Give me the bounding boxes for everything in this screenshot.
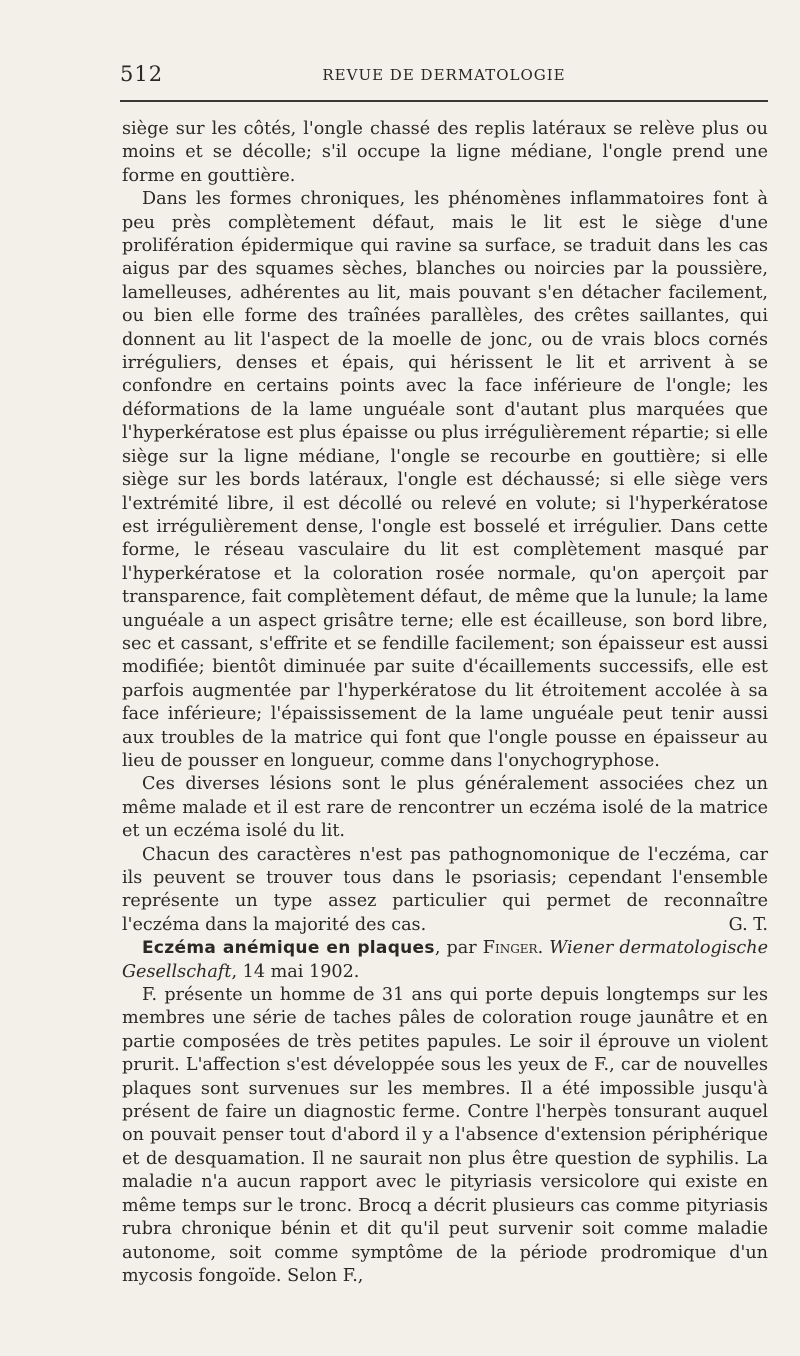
- running-title: REVUE DE DERMATOLOGIE: [322, 66, 566, 84]
- page-number: 512: [120, 62, 164, 86]
- article-by: , par: [434, 938, 483, 959]
- article-date: , 14 mai 1902.: [231, 961, 360, 982]
- header-rule: [120, 100, 768, 102]
- article-sep: .: [537, 938, 550, 959]
- paragraph-characters-text: Chacun des caractères n'est pas pathognomonique de l'eczéma, car ils peuvent se trouver tous dans le psoriasis; cependant l'ensemble représente un type assez particulier qui permet de reconnaître l'eczéma dans la majorité des cas.: [122, 844, 768, 935]
- article-author: Finger: [482, 938, 538, 959]
- article-title: Eczéma anémique en plaques: [142, 938, 435, 959]
- paragraph-associated-lesions: Ces diverses lésions sont le plus généralement associées chez un même malade et il est rare de rencontrer un eczéma isolé de la matrice et un eczéma isolé du lit.: [122, 774, 768, 842]
- body-text: [122, 118, 768, 1288]
- paragraph-continued: siège sur les côtés, l'ongle chassé des replis latéraux se relève plus ou moins et se décolle; s'il occupe la ligne médiane, l'ongle prend une forme en gouttière.: [122, 119, 768, 186]
- signature: G. T.: [728, 914, 768, 935]
- paragraph-chronic-forms: Dans les formes chroniques, les phénomènes inflammatoires font à peu près complètement défaut, mais le lit est le siège d'une prolifération épidermique qui ravine sa surface, se traduit dans les cas aigus par des squames sèches, blanches ou noircies par la poussière, lamelleuses, adhérentes au lit, mais pouvant s'en détacher facilement, ou bien elle forme des traînées parallèles, des crêtes saillantes, qui donnent au lit l'aspect de la moelle de jonc, ou de vrais blocs cornés irréguliers, denses et épais, qui hérissent le lit et arrivent à se confondre en certains points avec la face inférieure de l'ongle; les déformations de la lame unguéale sont d'autant plus marquées que l'hyperkératose est plus épaisse ou plus irrégulièrement répartie; si elle siège sur la ligne médiane, l'ongle se recourbe en gouttière; si elle siège sur les bords latéraux, l'ongle est déchaussé; si elle siège vers l'extrémité libre, il est décollé ou relevé en volute; si l'hyperkératose est irrégulièrement dense, l'ongle est bosselé et irrégulier. Dans cette forme, le réseau vasculaire du lit est complètement masqué par l'hyperkératose et la coloration rosée normale, qu'on aperçoit par transparence, fait complètement défaut, de même que la lunule; la lame unguéale a un aspect grisâtre terne; elle est écailleuse, son bord libre, sec et cassant, s'effrite et se fendille facilement; son épaisseur est aussi modifiée; bientôt diminuée par suite d'écaillements successifs, elle est parfois augmentée par l'hyperkératose du lit étroitement accolée à sa face inférieure; l'épaississement de la lame unguéale peut tenir aussi aux troubles de la matrice qui font que l'ongle pousse en épaisseur au lieu de pousser en longueur, comme dans l'onychogryphose.: [122, 189, 768, 771]
- page-header: [120, 62, 768, 96]
- paragraph-characters: [122, 844, 768, 938]
- article-journal: Wiener dermatologische Gesellschaft: [122, 938, 768, 982]
- paragraph-case-report: F. présente un homme de 31 ans qui porte depuis longtemps sur les membres une série de taches pâles de coloration rouge jaunâtre et en partie composées de très petites papules. Le soir il éprouve un violent prurit. L'affection s'est développée sous les yeux de F., car de nouvelles plaques sont survenues sur les membres. Il a été impossible jusqu'à présent de faire un diagnostic ferme. Contre l'herpès tonsurant auquel on pouvait penser tout d'abord il y a l'absence d'extension périphérique et de desquamation. Il ne saurait non plus être question de syphilis. La maladie n'a aucun rapport avec le pityriasis versicolore qui existe en même temps sur le tronc. Brocq a décrit plusieurs cas comme pityriasis rubra chronique bénin et dit qu'il peut survenir soit comme maladie autonome, soit comme symptôme de la période prodromique d'un mycosis fongoïde. Selon F.,: [122, 985, 768, 1286]
- article-heading: [122, 937, 768, 984]
